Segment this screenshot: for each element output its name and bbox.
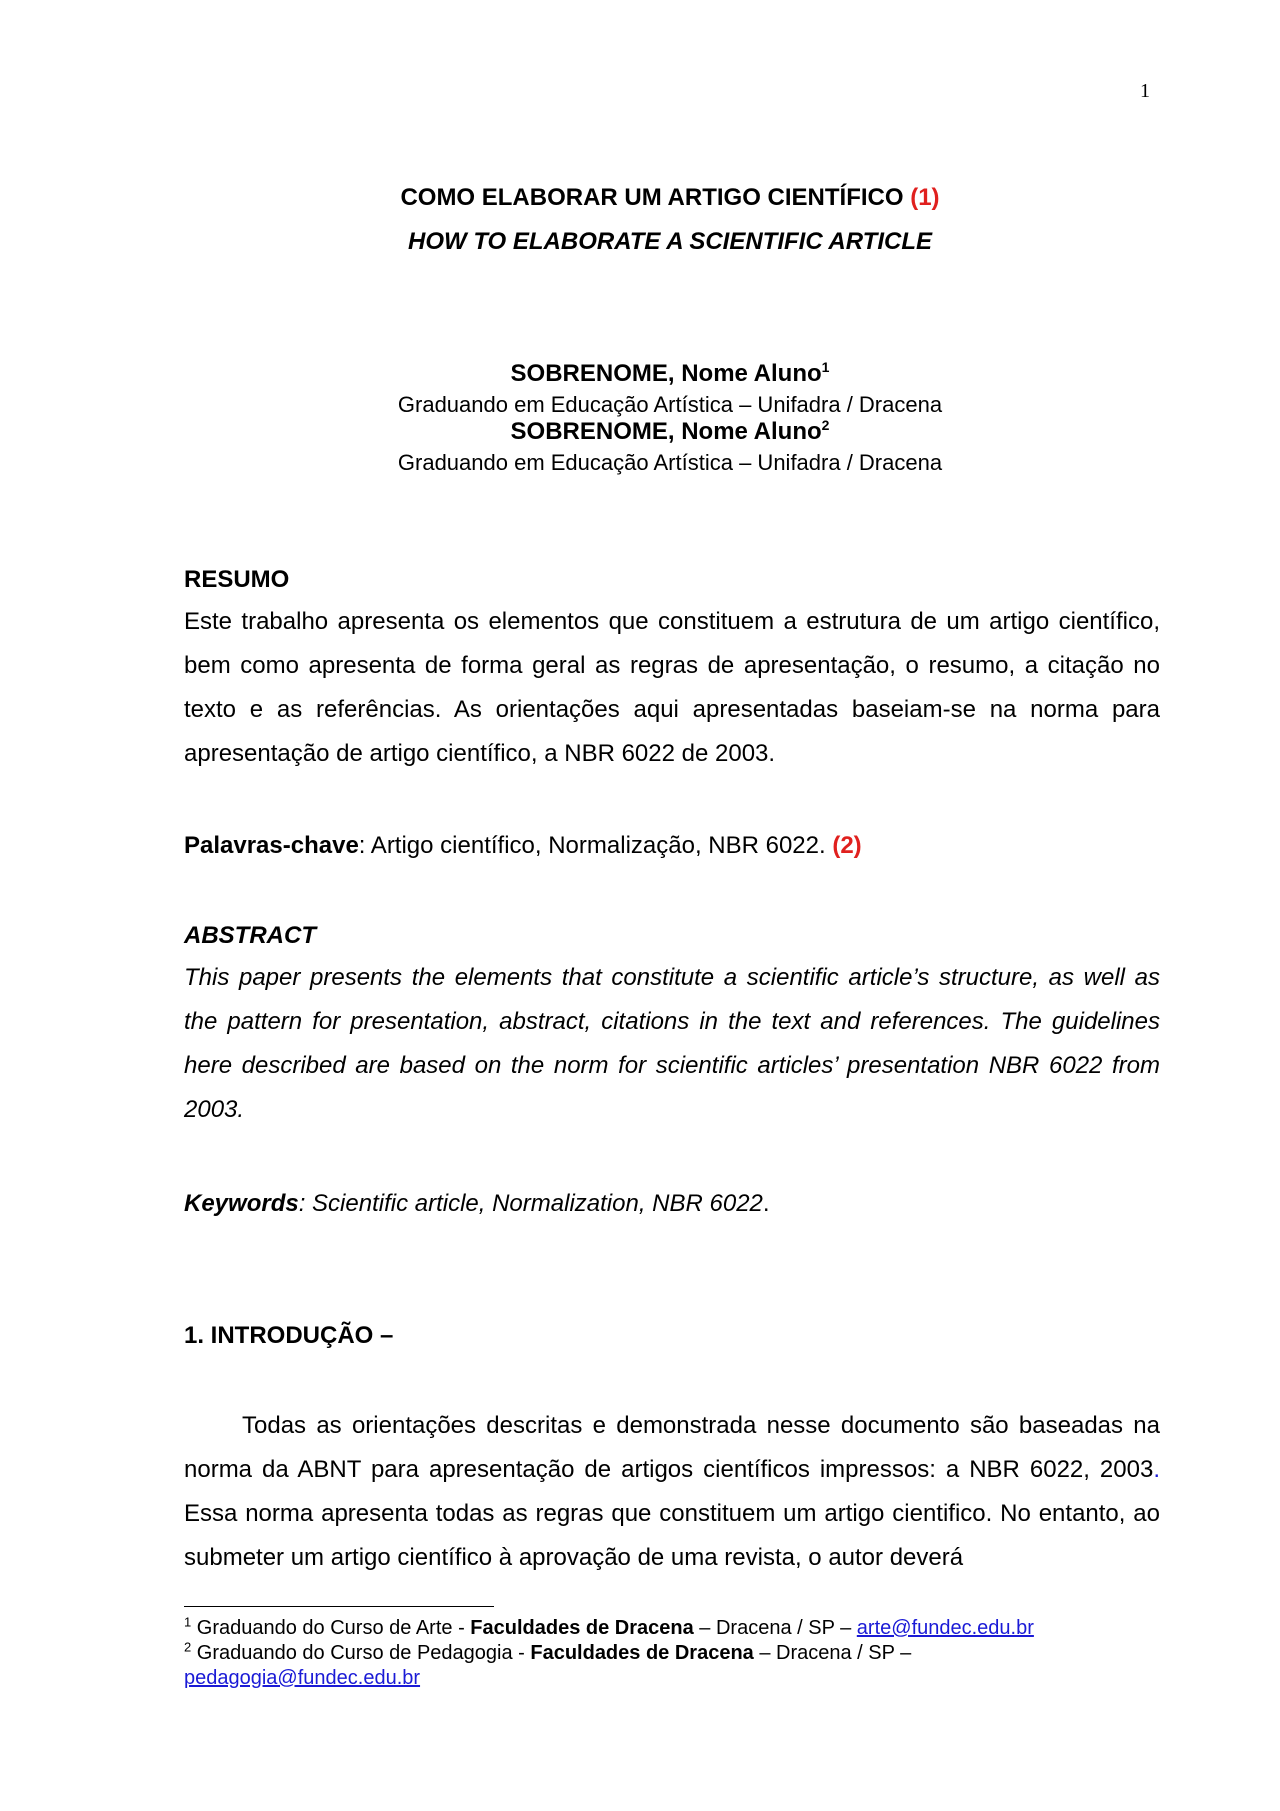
author-name: SOBRENOME, Nome Aluno xyxy=(510,360,822,387)
author-footnote-ref: 2 xyxy=(821,417,830,433)
footnote-number: 1 xyxy=(184,1614,192,1630)
footnote-number: 2 xyxy=(184,1639,192,1655)
article-title xyxy=(0,184,1280,212)
palavras-chave xyxy=(184,832,1160,860)
footnote-location: – Dracena / SP – xyxy=(693,1617,857,1639)
author-footnote-ref: 1 xyxy=(821,359,830,375)
author-1 xyxy=(0,360,1280,388)
introducao-heading: 1. INTRODUÇÃO – xyxy=(184,1322,394,1349)
keywords-text: : Scientific article, Normalization, NBR 6022 xyxy=(298,1190,763,1217)
introducao-text-part1: Todas as orientações descritas e demonstrada nesse documento são baseadas na norma da ABNT para apresentação de artigos científicos impressos: a NBR 6022, 2003 xyxy=(184,1412,1160,1483)
introducao-text-part2: Essa norma apresenta todas as regras que constituem um artigo cientifico. No entanto, ao submeter um artigo científico à aprovação de uma revista, o autor deverá xyxy=(184,1500,1160,1571)
footnote-email-link[interactable]: arte@fundec.edu.br xyxy=(856,1617,1034,1639)
article-title-english: HOW TO ELABORATE A SCIENTIFIC ARTICLE xyxy=(408,228,932,255)
keywords xyxy=(184,1190,1160,1218)
palavras-chave-label: Palavras-chave xyxy=(184,832,359,859)
introducao-dot: . xyxy=(1153,1456,1160,1483)
author-name: SOBRENOME, Nome Aluno xyxy=(510,418,822,445)
introducao-text xyxy=(184,1404,1160,1580)
footnote-2 xyxy=(184,1641,1160,1691)
footnote-text: Graduando do Curso de Arte - xyxy=(191,1617,471,1639)
resumo-heading: RESUMO xyxy=(184,566,290,593)
palavras-chave-text: : Artigo científico, Normalização, NBR 6022. xyxy=(358,832,826,859)
footnote-text: Graduando do Curso de Pedagogia - xyxy=(191,1642,531,1664)
page-number: 1 xyxy=(1140,80,1150,102)
author-2 xyxy=(0,418,1280,446)
footnote-institution: Faculdades de Dracena xyxy=(530,1642,754,1664)
footnote-email-link[interactable]: pedagogia@fundec.edu.br xyxy=(184,1667,421,1689)
title-marker: (1) xyxy=(910,184,940,211)
abstract-text: This paper presents the elements that constitute a scientific article’s structure, as well as the pattern for presentation, abstract, citations in the text and references. The guidelines here described are based on the norm for scientific articles’ presentation NBR 6022 from 2003. xyxy=(184,964,1160,1123)
author-2-affiliation: Graduando em Educação Artística – Unifadra / Dracena xyxy=(397,450,943,475)
abstract-heading: ABSTRACT xyxy=(184,922,316,949)
title-text: COMO ELABORAR UM ARTIGO CIENTÍFICO xyxy=(400,184,904,211)
footnote-separator xyxy=(184,1606,494,1607)
resumo-text: Este trabalho apresenta os elementos que constituem a estrutura de um artigo científico, bem como apresenta de forma geral as regras de apresentação, o resumo, a citação no texto e as referências. As orientações aqui apresentadas baseiam-se na norma para apresentação de artigo científico, a NBR 6022 de 2003. xyxy=(184,608,1160,767)
keywords-end: . xyxy=(762,1190,770,1217)
author-1-affiliation: Graduando em Educação Artística – Unifadra / Dracena xyxy=(397,392,943,417)
footnote-location: – Dracena / SP – xyxy=(753,1642,912,1664)
footnote-1 xyxy=(184,1616,1160,1641)
footnote-institution: Faculdades de Dracena xyxy=(470,1617,694,1639)
keywords-label: Keywords xyxy=(184,1190,299,1217)
palavras-chave-marker: (2) xyxy=(832,832,862,859)
